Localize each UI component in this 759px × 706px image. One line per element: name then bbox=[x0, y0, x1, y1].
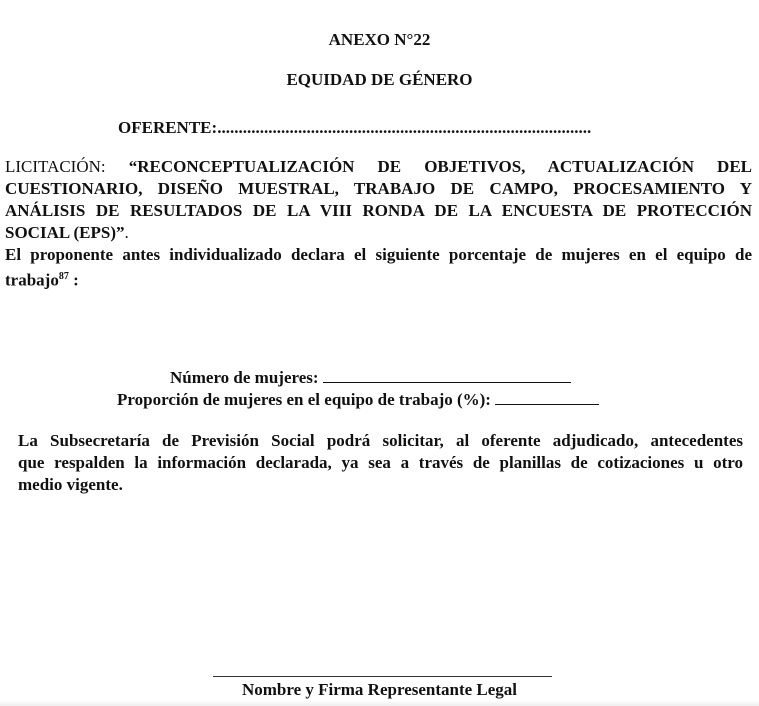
tender-title-part: “RECONCEPTUALIZACIÓN DE OBJETIVOS, ACTUALIZACIÓN DEL bbox=[128, 157, 752, 176]
women-count-label: Número de mujeres: bbox=[170, 368, 319, 387]
tender-line-3: ANÁLISIS DE RESULTADOS DE LA VIII RONDA DE LA ENCUESTA DE PROTECCIÓN bbox=[5, 201, 752, 220]
tender-period: . bbox=[124, 223, 129, 242]
women-count-blank[interactable] bbox=[323, 367, 571, 383]
tender-prefix: LICITACIÓN: bbox=[5, 157, 129, 176]
notice-line-1: La Subsecretaría de Previsión Social podrá solicitar, al oferente adjudicado, antecedentes bbox=[18, 431, 743, 450]
tender-line-2: CUESTIONARIO, DISEÑO MUESTRAL, TRABAJO DE CAMPO, PROCESAMIENTO Y bbox=[5, 179, 752, 198]
page-edge bbox=[0, 700, 759, 706]
signature-line[interactable] bbox=[213, 676, 552, 677]
tender-title-end: SOCIAL (EPS)” bbox=[5, 223, 125, 242]
tender-line-1 bbox=[5, 156, 752, 178]
declaration-word: trabajo bbox=[5, 270, 59, 290]
women-proportion-blank[interactable] bbox=[495, 389, 599, 405]
bidder-label: OFERENTE: bbox=[118, 118, 218, 137]
tender-line-4 bbox=[5, 222, 129, 244]
annex-number: ANEXO N°22 bbox=[328, 30, 431, 49]
declaration-colon: : bbox=[68, 270, 79, 290]
women-count-row bbox=[170, 367, 571, 388]
signature-label: Nombre y Firma Representante Legal bbox=[241, 680, 518, 699]
declaration-line-2 bbox=[5, 266, 79, 292]
women-proportion-row bbox=[117, 389, 599, 410]
bidder-dots: ........................................................................................ bbox=[217, 118, 592, 137]
notice-line-3: medio vigente. bbox=[18, 475, 123, 494]
notice-line-2: que respalden la información declarada, ya sea a través de planillas de cotizaciones u otro bbox=[18, 453, 743, 472]
declaration-line-1: El proponente antes individualizado declara el siguiente porcentaje de mujeres en el equipo de bbox=[5, 245, 752, 264]
women-proportion-label: Proporción de mujeres en el equipo de trabajo (%): bbox=[117, 390, 491, 409]
document-title: EQUIDAD DE GÉNERO bbox=[286, 70, 473, 89]
bidder-field bbox=[118, 118, 591, 138]
footnote-ref: 87 bbox=[58, 271, 69, 282]
